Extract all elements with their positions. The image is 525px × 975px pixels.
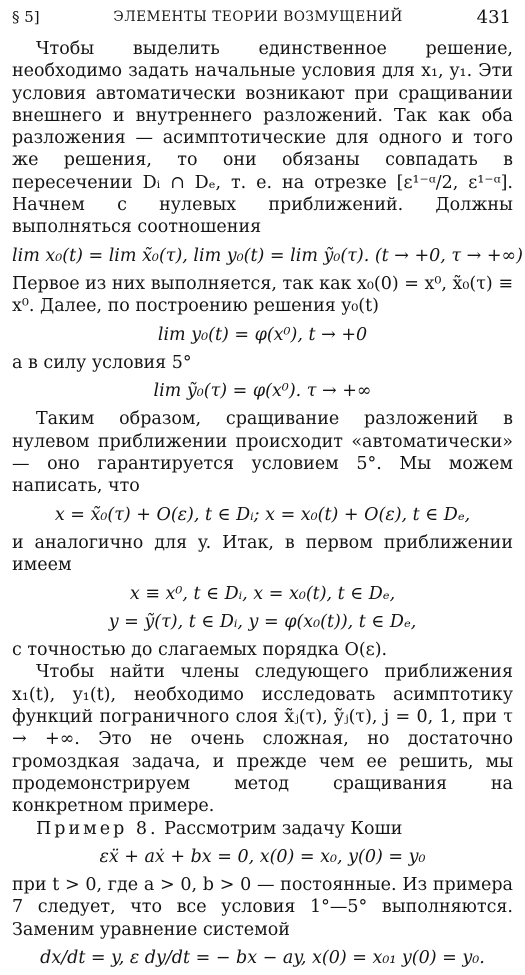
example-text: Рассмотрим задачу Коши <box>164 818 403 839</box>
paragraph-example-8 <box>12 818 513 840</box>
page-body <box>12 38 523 975</box>
paragraph-7: Чтобы найти члены следующего приближения x₁(t), y₁(t), необходимо исследовать асимптотику функций пограничного слоя x̃ⱼ(τ), ỹⱼ(τ), j = 0, 1, при τ → +∞. Это не очень сложная, но достаточно громоздкая задача, и прежде чем ее решить, мы продемонстрируем метод сращивания на конкретном примере. <box>12 662 513 817</box>
page-number: 431 <box>476 6 511 28</box>
equation-y-first-order: y = ỹ(τ), t ∈ Dᵢ, y = φ(x₀(t)), t ∈ Dₑ, <box>108 611 417 632</box>
paragraph-6: с точностью до слагаемых порядка O(ε). <box>12 640 388 661</box>
section-marker: § 5] <box>12 8 40 26</box>
paragraph-5: и аналогично для y. Итак, в первом приближении имеем <box>12 532 513 576</box>
example-label: Пример 8. <box>36 818 159 839</box>
equation-x-first-order: x ≡ x⁰, t ∈ Dᵢ, x = x₀(t), t ∈ Dₑ, <box>129 583 396 604</box>
equation-cauchy-problem: εẍ + aẋ + bx = 0, x(0) = x₀, y(0) = y₀ <box>99 846 426 867</box>
equation-limits-zero: lim x₀(t) = lim x̃₀(τ), lim y₀(t) = lim ỹ₀(τ). (t → +0, τ → +∞) <box>12 245 523 266</box>
equation-system: dx/dt = y, ε dy/dt = − bx − ay, x(0) = x₀₁ y(0) = y₀. <box>40 947 485 968</box>
equation-x-approximation: x = x̃₀(τ) + O(ε), t ∈ Dᵢ; x = x₀(t) + O(ε), t ∈ Dₑ, <box>54 504 471 525</box>
equation-limit-y0-tilde: lim ỹ₀(τ) = φ(x⁰). τ → +∞ <box>153 381 372 402</box>
paragraph-1: Чтобы выделить единственное решение, необходимо задать начальные условия для x₁, y₁. Эти условия автоматически возникают при сращивании внешнего и внутреннего разложений. Так как оба разложения — асимптотические для одного и того же решения, то они обязаны совпадать в пересечении Dᵢ ∩ Dₑ, т. е. на отрезке [ε¹⁻ᵅ/2, ε¹⁻ᵅ]. Начнем с нулевых приближений. Должны выполняться соотношения <box>12 39 513 238</box>
page-header <box>12 5 511 29</box>
equation-limit-y0: lim y₀(t) = φ(x⁰), t → +0 <box>157 324 368 345</box>
paragraph-3: а в силу условия 5° <box>12 352 192 373</box>
paragraph-2: Первое из них выполняется, так как x₀(0) = x⁰, x̃₀(τ) ≡ x⁰. Далее, по построению решения y₀(t) <box>12 273 513 317</box>
paragraph-4: Таким образом, сращивание разложений в нулевом приближении происходит «автоматически» — оно гарантируется условием 5°. Мы можем написать, что <box>12 409 513 497</box>
paragraph-9: при t > 0, где a > 0, b > 0 — постоянные. Из примера 7 следует, что все условия 1°—5° выполняются. Заменим уравнение системой <box>12 875 513 940</box>
running-title: ЭЛЕМЕНТЫ ТЕОРИИ ВОЗМУЩЕНИЙ <box>113 9 403 25</box>
